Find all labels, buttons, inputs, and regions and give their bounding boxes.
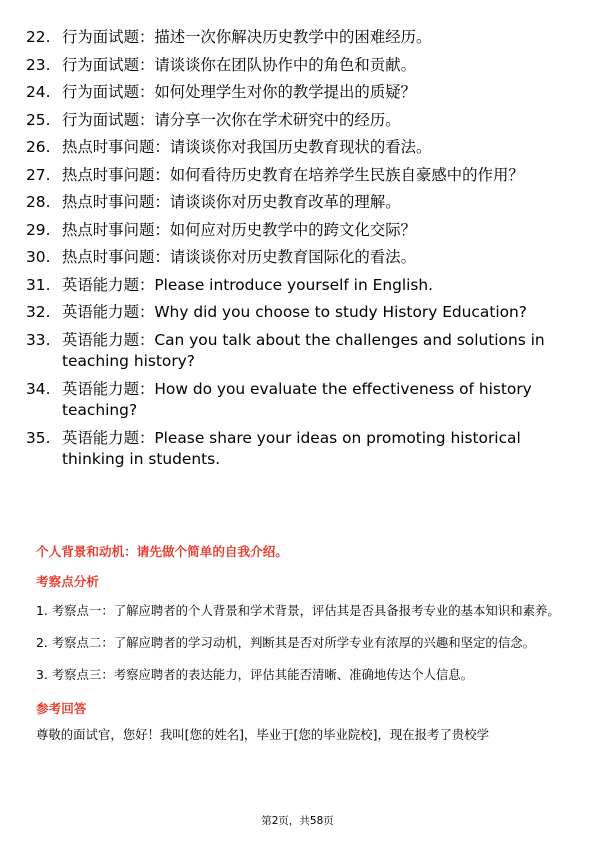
question-text: 热点时事问题：如何看待历史教育在培养学生民族自豪感中的作用？ bbox=[62, 165, 524, 184]
question-text: 英语能力题：Can you talk about the challenges and solutions in teaching history? bbox=[62, 330, 545, 370]
question-number: 30. bbox=[26, 248, 51, 266]
question-item bbox=[26, 220, 566, 242]
question-item bbox=[26, 110, 566, 132]
question-number: 23. bbox=[26, 55, 51, 74]
question-text: 热点时事问题：请谈谈你对历史教育国际化的看法。 bbox=[62, 248, 416, 266]
question-text: 行为面试题：描述一次你解决历史教学中的困难经历。 bbox=[62, 28, 432, 46]
page-footer: 第2页，共58页 bbox=[261, 815, 334, 827]
question-item bbox=[26, 137, 566, 159]
question-text: 热点时事问题：请谈谈你对历史教育改革的理解。 bbox=[62, 193, 401, 211]
answer-title: 参考回答 bbox=[36, 701, 87, 716]
question-item bbox=[26, 55, 566, 77]
analysis-point: 3. 考察点三：考察应聘者的表达能力，评估其能否清晰、准确地传达个人信息。 bbox=[36, 667, 474, 682]
question-text: 英语能力题：Why did you choose to study History Education? bbox=[62, 303, 527, 321]
question-number: 27. bbox=[26, 165, 51, 184]
question-number: 34. bbox=[26, 379, 51, 398]
question-number: 33. bbox=[26, 330, 51, 349]
analysis-point: 2. 考察点二：了解应聘者的学习动机，判断其是否对所学专业有浓厚的兴趣和坚定的信念。 bbox=[36, 635, 535, 650]
question-text: 英语能力题：How do you evaluate the effectiveness of history teaching? bbox=[62, 379, 532, 419]
analysis-point: 1. 考察点一：了解应聘者的个人背景和学术背景，评估其是否具备报考专业的基本知识和素养。 bbox=[36, 603, 560, 618]
question-item bbox=[26, 302, 566, 324]
question-number: 24. bbox=[26, 83, 51, 101]
question-number: 28. bbox=[26, 193, 51, 211]
question-text: 热点时事问题：如何应对历史教学中的跨文化交际？ bbox=[62, 220, 416, 239]
question-number: 32. bbox=[26, 303, 51, 321]
question-text: 热点时事问题：请谈谈你对我国历史教育现状的看法。 bbox=[62, 138, 432, 156]
question-item bbox=[26, 379, 566, 422]
answer-text: 尊敬的面试官，您好！我叫[您的姓名]，毕业于[您的毕业院校]，现在报考了贵校学 bbox=[36, 727, 490, 742]
question-list bbox=[26, 27, 566, 477]
question-number: 29. bbox=[26, 220, 51, 239]
question-number: 35. bbox=[26, 428, 51, 447]
question-number: 25. bbox=[26, 110, 51, 129]
question-text: 行为面试题：如何处理学生对你的教学提出的质疑？ bbox=[62, 83, 416, 101]
answer-section bbox=[36, 543, 561, 745]
question-number: 31. bbox=[26, 275, 51, 294]
question-text: 行为面试题：请分享一次你在学术研究中的经历。 bbox=[62, 110, 401, 129]
question-text: 英语能力题：Please introduce yourself in English. bbox=[62, 275, 434, 294]
question-item bbox=[26, 27, 566, 49]
question-item bbox=[26, 247, 566, 269]
analysis-title: 考察点分析 bbox=[36, 574, 99, 589]
question-text: 英语能力题：Please share your ideas on promoting historical thinking in students. bbox=[62, 428, 521, 468]
question-number: 26. bbox=[26, 138, 51, 156]
question-number: 22. bbox=[26, 28, 51, 46]
question-item bbox=[26, 165, 566, 187]
question-text: 行为面试题：请谈谈你在团队协作中的角色和贡献。 bbox=[62, 55, 416, 74]
question-item bbox=[26, 275, 566, 297]
question-item bbox=[26, 428, 566, 471]
section-title: 个人背景和动机：请先做个简单的自我介绍。 bbox=[36, 544, 288, 559]
question-item bbox=[26, 192, 566, 214]
question-item bbox=[26, 330, 566, 373]
question-item bbox=[26, 82, 566, 104]
